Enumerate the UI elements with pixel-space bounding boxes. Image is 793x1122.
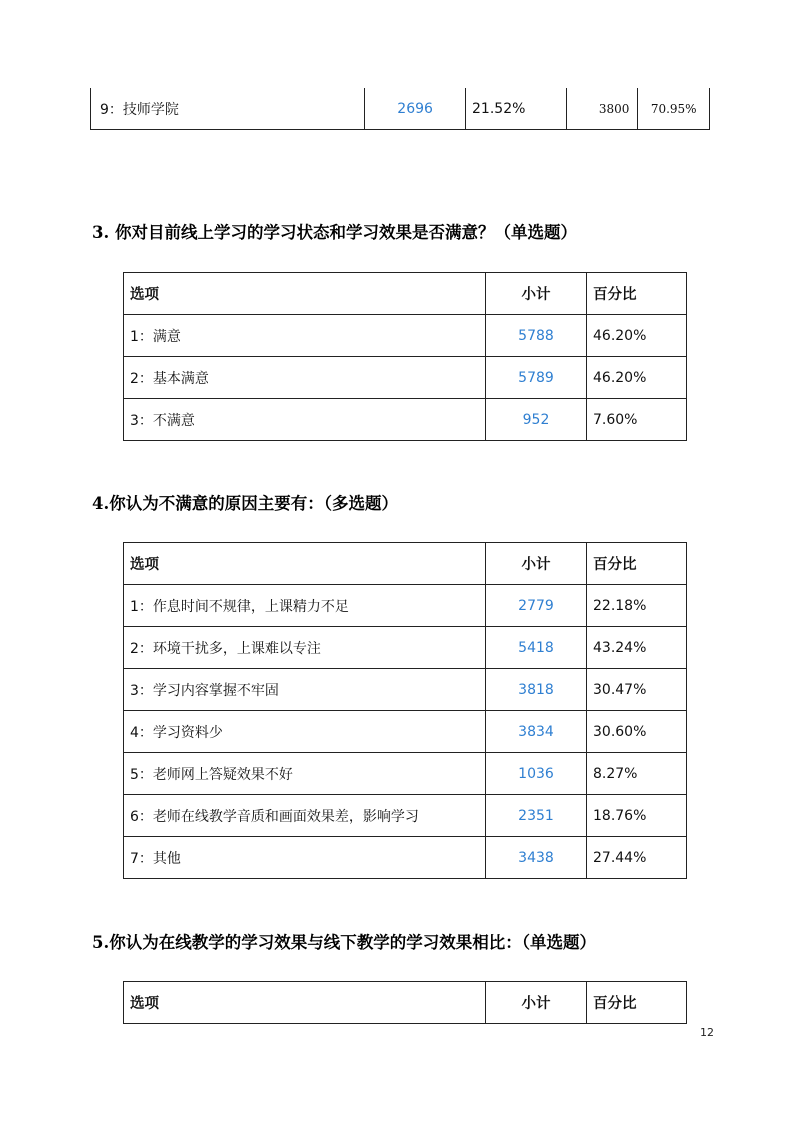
percent-cell: 46.20% — [587, 315, 687, 357]
option-cell: 2：环境干扰多，上课难以专注 — [124, 627, 486, 669]
percent-cell: 8.27% — [587, 753, 687, 795]
table-row — [124, 837, 687, 879]
header-percent: 百分比 — [587, 543, 687, 585]
count-cell: 2779 — [486, 585, 587, 627]
table-row — [124, 753, 687, 795]
percent-cell: 46.20% — [587, 357, 687, 399]
percent-cell: 22.18% — [587, 585, 687, 627]
option-cell: 2：基本满意 — [124, 357, 486, 399]
option-cell: 5：老师网上答疑效果不好 — [124, 753, 486, 795]
header-count: 小计 — [486, 982, 587, 1024]
count-cell: 952 — [486, 399, 587, 441]
count-cell: 3818 — [486, 669, 587, 711]
header-option: 选项 — [124, 982, 486, 1024]
percent-cell: 7.60% — [587, 399, 687, 441]
option-cell: 3：不满意 — [124, 399, 486, 441]
percent-cell: 30.60% — [587, 711, 687, 753]
percent-cell: 18.76% — [587, 795, 687, 837]
percent-cell: 21.52% — [466, 88, 567, 130]
count-cell: 2351 — [486, 795, 587, 837]
count-cell: 1036 — [486, 753, 587, 795]
table-row — [124, 669, 687, 711]
option-cell: 1：作息时间不规律，上课精力不足 — [124, 585, 486, 627]
extra-count-cell: 3800 — [566, 88, 638, 130]
option-cell: 7：其他 — [124, 837, 486, 879]
percent-cell: 30.47% — [587, 669, 687, 711]
table-row — [124, 795, 687, 837]
option-cell: 3：学习内容掌握不牢固 — [124, 669, 486, 711]
header-percent: 百分比 — [587, 273, 687, 315]
table-row — [124, 585, 687, 627]
count-cell: 3438 — [486, 837, 587, 879]
table-header-row — [124, 273, 687, 315]
count-cell: 5789 — [486, 357, 587, 399]
option-cell: 6：老师在线教学音质和画面效果差，影响学习 — [124, 795, 486, 837]
table-row — [124, 315, 687, 357]
table-header-row — [124, 982, 687, 1024]
option-cell: 9：技师学院 — [91, 88, 365, 130]
question-5-table — [123, 981, 687, 1024]
option-cell: 1：满意 — [124, 315, 486, 357]
table-row — [91, 88, 710, 130]
header-percent: 百分比 — [587, 982, 687, 1024]
table-row — [124, 711, 687, 753]
header-count: 小计 — [486, 543, 587, 585]
count-cell: 5418 — [486, 627, 587, 669]
question-3-title: 3. 你对目前线上学习的学习状态和学习效果是否满意？（单选题） — [92, 223, 577, 242]
percent-cell: 27.44% — [587, 837, 687, 879]
count-cell: 5788 — [486, 315, 587, 357]
option-cell: 4：学习资料少 — [124, 711, 486, 753]
table-header-row — [124, 543, 687, 585]
question-4-table — [123, 542, 687, 879]
header-option: 选项 — [124, 543, 486, 585]
header-count: 小计 — [486, 273, 587, 315]
table-row — [124, 357, 687, 399]
count-cell: 3834 — [486, 711, 587, 753]
question-5-title: 5.你认为在线教学的学习效果与线下教学的学习效果相比：（单选题） — [92, 933, 596, 952]
count-cell: 2696 — [365, 88, 466, 130]
question-3-table — [123, 272, 687, 441]
page-number: 12 — [700, 1026, 714, 1039]
table-row — [124, 399, 687, 441]
table-row — [124, 627, 687, 669]
extra-percent-cell: 70.95% — [638, 88, 710, 130]
percent-cell: 43.24% — [587, 627, 687, 669]
question-4-title: 4.你认为不满意的原因主要有：（多选题） — [92, 494, 398, 513]
continuation-table — [90, 88, 710, 130]
header-option: 选项 — [124, 273, 486, 315]
